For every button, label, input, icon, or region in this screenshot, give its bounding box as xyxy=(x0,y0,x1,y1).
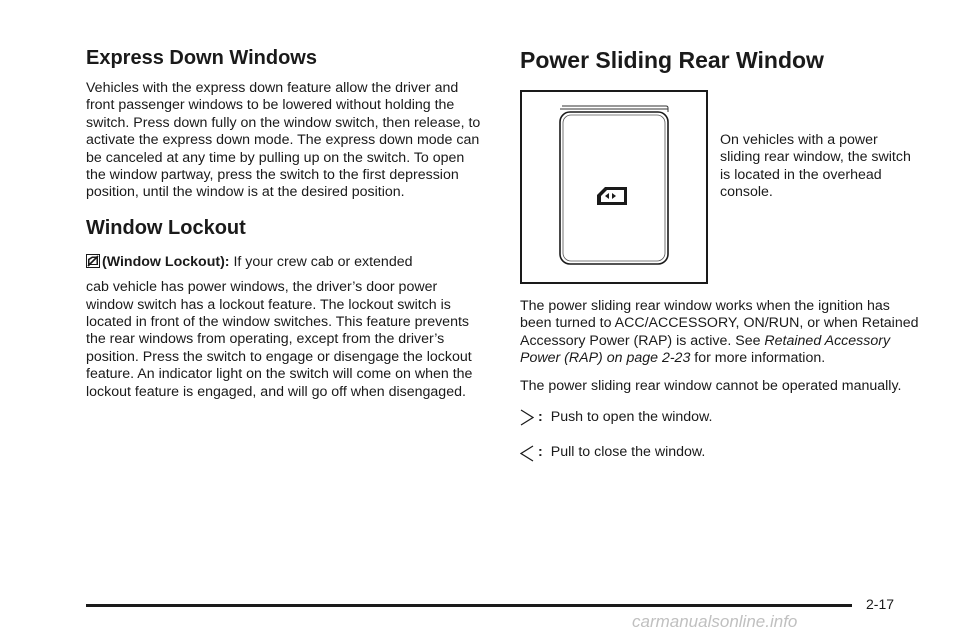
close-colon: : xyxy=(538,444,543,461)
overhead-switch-icon xyxy=(594,184,630,213)
open-instruction xyxy=(520,409,920,426)
close-text: Pull to close the window. xyxy=(550,444,706,461)
power-sliding-para2: The power sliding rear window cannot be operated manually. xyxy=(520,377,902,394)
express-down-body: Vehicles with the express down feature allow the driver and front passenger windows to be lowered without holding the switch. Press down fully on the window switch, then release, to activate the express down mode. The express down mode can be canceled at any time by pulling up on the switch. To open the window partway, press the switch to the first depression position, until the window is at the desired position. xyxy=(86,80,481,201)
page-number: 2-17 xyxy=(866,596,895,612)
window-lockout-first-line xyxy=(86,254,486,273)
open-colon: : xyxy=(538,409,543,426)
window-lockout-body: cab vehicle has power windows, the driver’s door power window switch has a lockout feature. The lockout switch is located in front of the window switches. This feature prevents the rear windows from operating, except from the driver’s position. Press the switch to engage or disengage the lockout feature. An indicator light on the switch will come on when the lockout feature is engaged, and will go off when disengaged. xyxy=(86,279,473,400)
left-column xyxy=(86,46,486,401)
right-column xyxy=(520,46,920,462)
figure-caption: On vehicles with a power sliding rear window, the switch is located in the overhead console. xyxy=(720,132,911,201)
footer-rule xyxy=(86,604,852,607)
close-instruction xyxy=(520,444,920,461)
pull-close-triangle-icon xyxy=(520,445,534,462)
rap-reference-link[interactable]: Retained Accessory Power (RAP) on page 2-23 xyxy=(520,332,891,367)
push-open-triangle-icon xyxy=(520,409,534,426)
overhead-console-figure xyxy=(520,90,708,284)
power-sliding-para1-end: for more information. xyxy=(690,350,826,367)
window-lockout-heading: Window Lockout xyxy=(86,216,246,239)
watermark: carmanualsonline.info xyxy=(632,612,798,631)
power-sliding-para1 xyxy=(520,298,920,368)
window-lockout-icon xyxy=(86,254,100,273)
express-down-heading: Express Down Windows xyxy=(86,47,317,69)
window-lockout-label: (Window Lockout): xyxy=(102,253,230,270)
window-lockout-body-first: If your crew cab or extended xyxy=(233,253,413,270)
open-text: Push to open the window. xyxy=(550,409,713,426)
power-sliding-heading: Power Sliding Rear Window xyxy=(520,47,824,73)
power-sliding-para1-text: The power sliding rear window works when the ignition has been turned to ACC/ACCESSORY, ON/RUN, or when Retained Accessory Power (RAP) is active. See xyxy=(520,298,919,349)
